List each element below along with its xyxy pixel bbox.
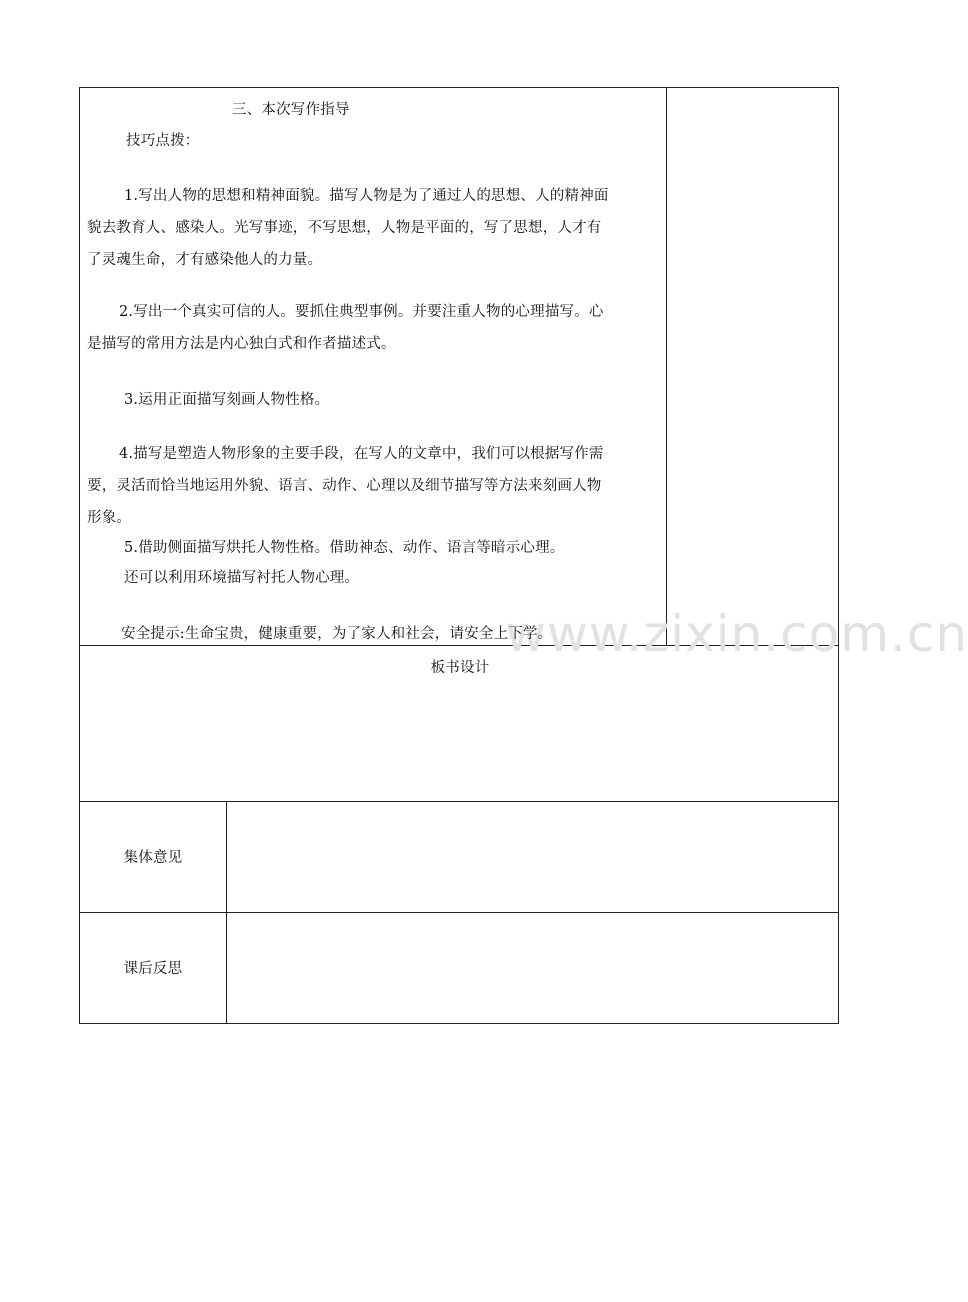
safety-tip: 安全提示:生命宝贵，健康重要，为了家人和社会，请安全上下学。 — [121, 626, 553, 642]
point-1-line-1: 1.写出人物的思想和精神面貌。描写人物是为了通过人的思想、人的精神面 — [124, 188, 609, 204]
table-border-top — [79, 87, 839, 88]
collective-opinion-label: 集体意见 — [123, 850, 183, 866]
tips-label: 技巧点拨： — [126, 133, 200, 149]
label-column-divider — [226, 801, 227, 1024]
point-2-line-2: 是描写的常用方法是内心独白式和作者描述式。 — [87, 336, 396, 352]
point-1-line-2: 貌去教育人、感染人。光写事迹，不写思想，人物是平面的，写了思想，人才有 — [87, 220, 602, 236]
point-1-line-3: 了灵魂生命，才有感染他人的力量。 — [87, 252, 323, 268]
board-design-title: 板书设计 — [430, 660, 490, 676]
point-5: 5.借助侧面描写烘托人物性格。借助神态、动作、语言等暗示心理。 — [124, 540, 565, 556]
section-heading: 三、本次写作指导 — [232, 102, 350, 118]
post-class-reflection-label: 课后反思 — [123, 961, 183, 977]
point-4-line-1: 4.描写是塑造人物形象的主要手段，在写人的文章中，我们可以根据写作需 — [119, 446, 604, 462]
point-3: 3.运用正面描写刻画人物性格。 — [124, 392, 330, 408]
point-4 — [87, 438, 604, 534]
table-border-right — [838, 87, 839, 1024]
watermark: www.zixin.com.cn — [505, 605, 968, 663]
point-5-extra: 还可以利用环境描写衬托人物心理。 — [124, 570, 360, 586]
collective-opinion-content — [228, 802, 838, 912]
table-border-bottom — [79, 1023, 839, 1024]
table-border-left — [79, 87, 80, 1024]
point-4-line-3: 形象。 — [87, 510, 132, 526]
point-2-line-1: 2.写出一个真实可信的人。要抓住典型事例。并要注重人物的心理描写。心 — [119, 304, 604, 320]
point-4-line-2: 要，灵活而恰当地运用外貌、语言、动作、心理以及细节描写等方法来刻画人物 — [87, 478, 602, 494]
point-1 — [87, 180, 609, 276]
top-row-divider — [666, 87, 667, 645]
point-2 — [87, 296, 604, 360]
post-class-reflection-content — [228, 913, 838, 1023]
